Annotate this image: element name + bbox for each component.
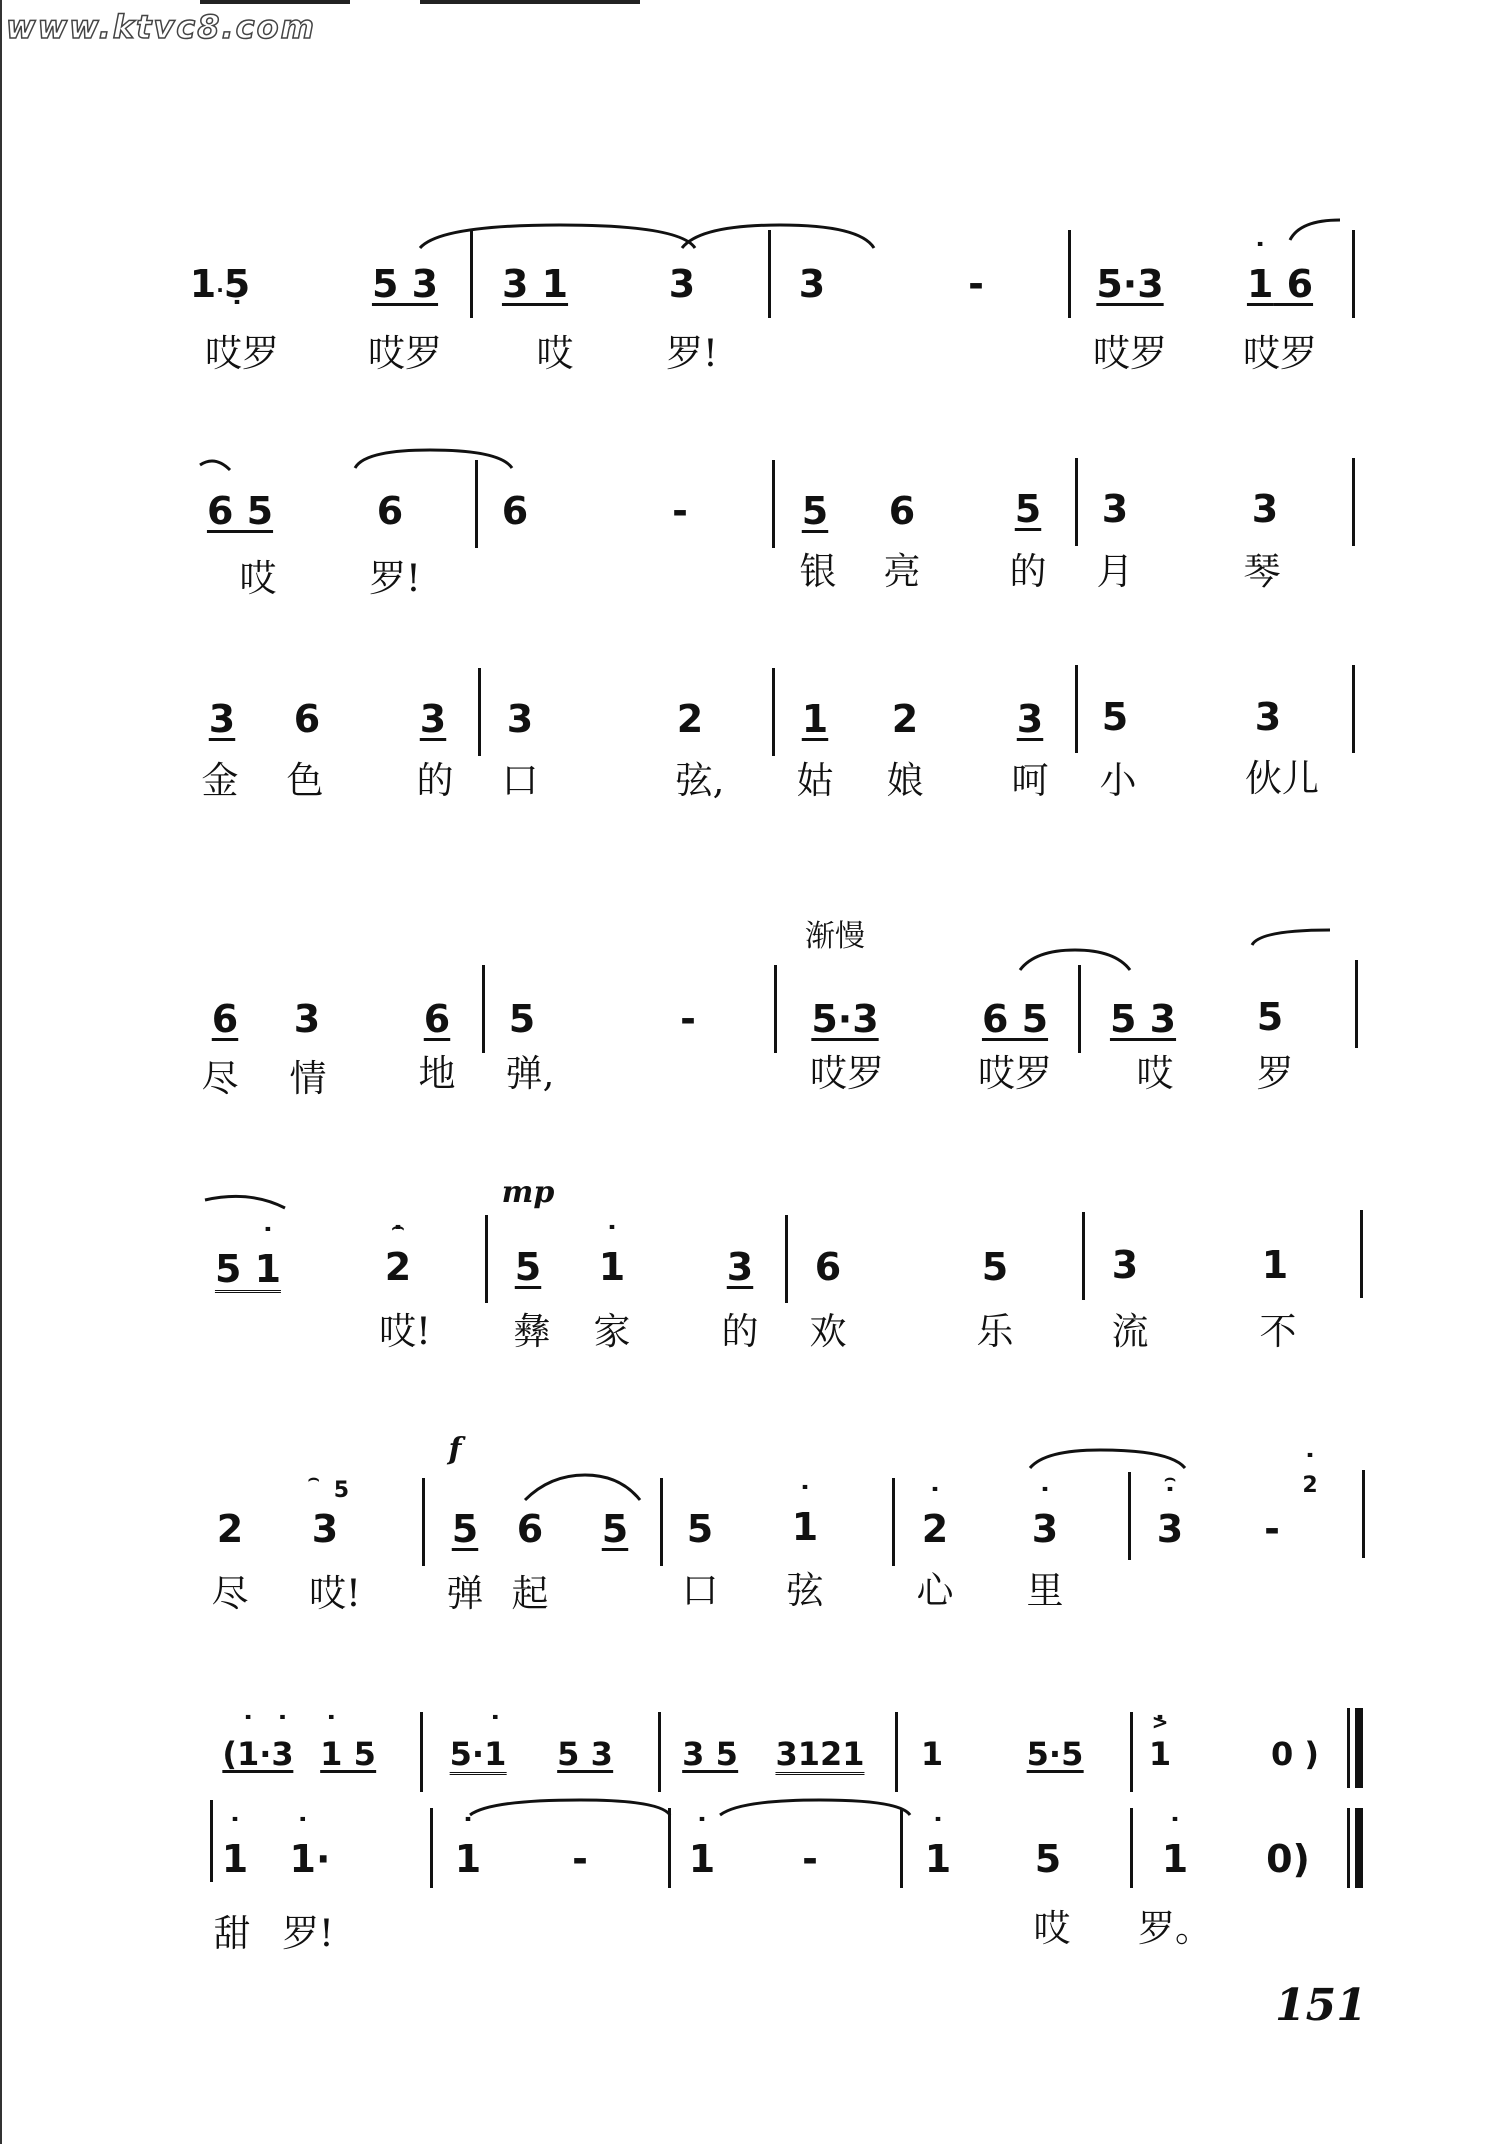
lyric: 彝 <box>513 1310 551 1353</box>
page-edge-line <box>0 0 2 2144</box>
note: 3 <box>293 997 321 1041</box>
lyric: 罗 <box>1256 1052 1294 1095</box>
note-dash: - <box>1264 1507 1280 1551</box>
final-bar-line <box>1355 1808 1363 1888</box>
note: 1 ˙ <box>222 1837 248 1881</box>
note <box>1148 1710 1172 1773</box>
bar-line <box>660 1478 663 1566</box>
note: 5 ˙ <box>224 262 250 306</box>
lyric: 弹, <box>505 1052 555 1095</box>
slur-arc <box>525 1475 640 1500</box>
note: 1 ˙ <box>599 1245 625 1289</box>
dynamic-mp: mp <box>501 1175 555 1210</box>
note: 1 <box>1261 1243 1289 1287</box>
lyric: 金 <box>201 759 239 802</box>
lyric: 心 <box>916 1569 954 1612</box>
note: 3 <box>668 262 696 306</box>
note: 6 5 <box>206 489 274 533</box>
bar-line <box>658 1712 661 1792</box>
lyric: 欢 <box>809 1310 847 1353</box>
note: 3 ˙ <box>1032 1507 1058 1551</box>
note: 3 <box>208 697 236 741</box>
bar-line <box>772 668 775 756</box>
bar-line <box>900 1808 903 1888</box>
slur-arc <box>470 1800 670 1815</box>
lyric: 哎! <box>379 1310 431 1353</box>
note: 0 <box>1266 1837 1293 1881</box>
bar-line <box>785 1215 788 1303</box>
bar-line <box>475 460 478 548</box>
lyric: 口 <box>501 759 539 802</box>
grace-note: 2 ˙ <box>1302 1473 1317 1498</box>
lyric: 弹 <box>446 1572 484 1615</box>
note: 5·3 <box>811 997 879 1041</box>
note <box>1156 1468 1184 1551</box>
note: 3 <box>1111 1243 1139 1287</box>
tempo-mark: 渐慢 <box>805 919 865 954</box>
note: 5 <box>451 1507 479 1551</box>
note: 3 <box>726 1245 754 1289</box>
lyric: 罗! <box>282 1912 334 1955</box>
note: 1 <box>801 697 829 741</box>
bar-line <box>1078 965 1081 1053</box>
slur-arc <box>1020 950 1130 970</box>
bar-line <box>774 965 777 1053</box>
bar-line <box>1347 1708 1350 1788</box>
lyric: 哎罗 <box>368 332 442 375</box>
note: 1 ˙ <box>455 1837 481 1881</box>
lyric: 的 <box>416 759 454 802</box>
bar-line <box>1352 458 1355 546</box>
note: 5·3 <box>1096 262 1164 306</box>
note: 5 <box>981 1245 1009 1289</box>
note: 3 1 <box>501 262 569 306</box>
fermata-icon: ⌢ <box>307 1468 320 1489</box>
final-bar-line <box>1355 1708 1363 1788</box>
page-number: 151 <box>1275 1980 1367 2031</box>
lyric: 姑 <box>796 759 834 802</box>
lyric: 哎罗 <box>205 332 279 375</box>
lyric: 家 <box>593 1310 631 1353</box>
slur-arc <box>682 225 874 248</box>
note <box>454 1837 482 1881</box>
note: 5 <box>514 1245 542 1289</box>
lyric: 哎 <box>536 332 574 375</box>
note: 2 <box>676 697 704 741</box>
note: 1 ˙ <box>290 1837 316 1881</box>
lyric: 哎 <box>239 557 277 600</box>
note: 2 <box>216 1507 244 1551</box>
note: 1 ˙ <box>925 1837 951 1881</box>
lyric: 的 <box>1009 550 1047 593</box>
note: 1 ˙ <box>1162 1837 1188 1881</box>
note: 3 5 <box>682 1735 738 1773</box>
bar-line <box>772 460 775 548</box>
note-dash: - <box>572 1837 588 1881</box>
note-dash: - <box>968 262 984 306</box>
lyric: 弦, <box>675 759 725 802</box>
slur-arc <box>200 461 230 470</box>
note: 6 <box>293 697 321 741</box>
lyric: 哎 <box>1136 1052 1174 1095</box>
note: 3 <box>798 262 826 306</box>
note: 1 ˙ <box>484 1735 506 1773</box>
note: 1 ˙ <box>689 1837 715 1881</box>
note: 3 <box>1016 697 1044 741</box>
lyric: 口 <box>681 1569 719 1612</box>
lyric: 娘 <box>886 759 924 802</box>
bar-line <box>478 668 481 756</box>
slur-arc <box>720 1800 910 1815</box>
top-rule <box>420 0 640 4</box>
note: 1·5 ˙ <box>190 265 251 303</box>
note: 5 <box>601 1507 629 1551</box>
note: 1 ˙ <box>320 1735 342 1773</box>
note: 6 <box>501 489 529 533</box>
note: 3 <box>1251 487 1279 531</box>
bar-line <box>210 1800 213 1882</box>
lyric: 地 <box>418 1052 456 1095</box>
bar-line <box>895 1712 898 1792</box>
note: 3 <box>1101 487 1129 531</box>
note: 6 <box>814 1245 842 1289</box>
note: 3 ˙ <box>1157 1507 1183 1551</box>
note: (1 ˙·3 ˙ <box>222 1738 293 1773</box>
note: 5 3 <box>371 262 439 306</box>
note-dash: - <box>672 489 688 533</box>
accent-icon: > <box>1151 1710 1169 1734</box>
note: 1 ˙ 6 <box>1247 265 1313 303</box>
bar-line <box>1352 665 1355 753</box>
note: 1 ˙ <box>1149 1735 1171 1773</box>
note: 6 <box>888 489 916 533</box>
bar-line <box>1347 1808 1350 1888</box>
note: 1 ˙ <box>1247 262 1273 306</box>
grace-note <box>1302 1475 1317 1497</box>
note: 6 <box>516 1507 544 1551</box>
lyric: 伙儿 <box>1245 757 1319 800</box>
dynamic-f: f <box>448 1432 462 1467</box>
note <box>688 1837 716 1881</box>
lyric: 哎! <box>309 1572 361 1615</box>
bar-line <box>1362 1470 1365 1558</box>
note: 3 <box>419 697 447 741</box>
note: 1 ˙ 5 <box>320 1738 376 1773</box>
lyric: 琴 <box>1243 550 1281 593</box>
bar-line <box>470 230 473 318</box>
note: 6 <box>423 997 451 1041</box>
note: 5 3 <box>1109 997 1177 1041</box>
note <box>924 1837 952 1881</box>
slur-arc <box>1290 220 1340 240</box>
bar-line <box>485 1215 488 1303</box>
note: 5 3 <box>557 1735 613 1773</box>
bar-line <box>668 1808 671 1888</box>
note: 1 <box>920 1735 944 1773</box>
slur-arc <box>355 450 512 468</box>
note: 3 <box>311 1507 339 1551</box>
lyric: 小 <box>1099 759 1137 802</box>
lyric: 尽 <box>201 1057 239 1100</box>
lyric: 罗! <box>666 332 718 375</box>
lyric: 哎罗 <box>810 1052 884 1095</box>
bar-line <box>892 1478 895 1566</box>
note: 2 ˙ <box>385 1245 411 1289</box>
note <box>384 1214 412 1289</box>
note: 1 ˙ <box>255 1247 281 1291</box>
note: 3 ˙ <box>271 1735 293 1773</box>
note: 3 <box>1254 695 1282 739</box>
note: 5 <box>1101 695 1129 739</box>
lyric: 色 <box>286 759 324 802</box>
note: 5 <box>508 997 536 1041</box>
note: 5 <box>1034 1837 1062 1881</box>
fermata-icon: ⌢ <box>391 1214 405 1238</box>
note-dash: - <box>680 997 696 1041</box>
bar-line <box>1075 458 1078 546</box>
note: 5·1 ˙ <box>450 1738 507 1775</box>
lyric: 流 <box>1111 1310 1149 1353</box>
note: 2 <box>891 697 919 741</box>
lyric: 哎 <box>1033 1907 1071 1950</box>
bar-line <box>1082 1212 1085 1300</box>
lyric: 甜 <box>213 1912 251 1955</box>
lyric: 尽 <box>211 1572 249 1615</box>
top-rule <box>200 0 350 4</box>
lyric: 的 <box>721 1310 759 1353</box>
slur-arc <box>1030 1450 1185 1468</box>
note-dash: - <box>802 1837 818 1881</box>
grace-note: 5 <box>333 1478 350 1503</box>
slur-arc <box>205 1196 285 1208</box>
lyric: 哎罗 <box>1243 332 1317 375</box>
slur-arc <box>1252 930 1330 945</box>
note <box>1031 1507 1059 1551</box>
note <box>791 1505 819 1549</box>
note: 1 ˙ <box>792 1505 818 1549</box>
bar-line <box>1130 1712 1133 1792</box>
note <box>921 1507 949 1551</box>
note: 5 <box>1014 487 1042 531</box>
lyric: 呵 <box>1011 759 1049 802</box>
bar-line <box>1128 1472 1131 1560</box>
note: 6 5 <box>981 997 1049 1041</box>
note: 5 <box>686 1507 714 1551</box>
note: 1 ˙ <box>237 1735 259 1773</box>
note: 6 <box>376 489 404 533</box>
bar-line <box>1360 1210 1363 1298</box>
bar-line <box>430 1808 433 1888</box>
note: 5·5 <box>1026 1735 1084 1773</box>
note: 2 ˙ <box>922 1507 948 1551</box>
lyric: 罗。 <box>1138 1907 1212 1950</box>
note <box>307 1468 350 1551</box>
watermark: www.ktvc8.com <box>6 8 316 46</box>
bar-line <box>420 1712 423 1792</box>
note: 5 1 ˙ <box>215 1250 281 1293</box>
lyric: 哎罗 <box>978 1052 1052 1095</box>
lyric: 乐 <box>976 1310 1014 1353</box>
lyric: 里 <box>1026 1569 1064 1612</box>
lyric: 亮 <box>883 550 921 593</box>
bar-line <box>1130 1808 1133 1888</box>
note: 5 <box>801 489 829 533</box>
note <box>1161 1837 1189 1881</box>
note: 3 <box>506 697 534 741</box>
note: 0 ) <box>1270 1735 1320 1773</box>
lyric: 起 <box>511 1572 549 1615</box>
lyric: 弦 <box>786 1569 824 1612</box>
bar-line <box>768 230 771 318</box>
bar-line <box>1355 960 1358 1048</box>
note: 6 <box>211 997 239 1041</box>
slur-arc <box>420 225 695 248</box>
note: 1 ˙· <box>290 1840 331 1878</box>
lyric: 哎罗 <box>1093 332 1167 375</box>
lyric: 情 <box>289 1057 327 1100</box>
fermata-icon: ⌢ <box>1164 1468 1176 1489</box>
lyric: 不 <box>1259 1310 1297 1353</box>
lyric: 银 <box>799 550 837 593</box>
bar-line <box>1075 665 1078 753</box>
note: 3121 <box>775 1735 865 1773</box>
note: 5 <box>1256 995 1284 1039</box>
bar-line <box>1352 230 1355 318</box>
bar-line <box>1068 230 1071 318</box>
lyric: 罗! <box>369 557 421 600</box>
note <box>598 1245 626 1289</box>
note <box>221 1837 249 1881</box>
lyric: 月 <box>1096 550 1134 593</box>
note: 0) <box>1266 1837 1310 1881</box>
bar-line <box>422 1478 425 1566</box>
bar-line <box>482 965 485 1053</box>
